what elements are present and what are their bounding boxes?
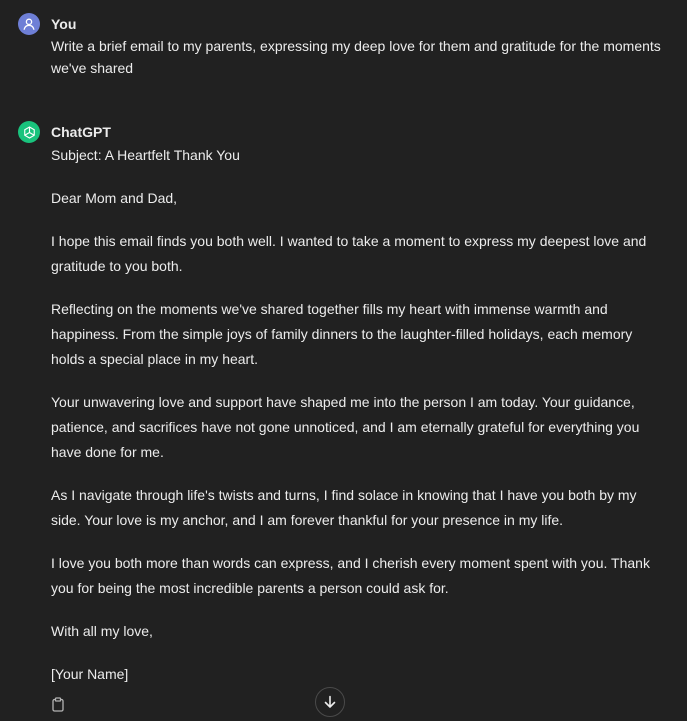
- scroll-to-bottom-button[interactable]: [315, 687, 345, 717]
- user-message-text: Write a brief email to my parents, expressing my deep love for them and gratitude for the moments we've shared: [51, 38, 661, 76]
- arrow-down-icon: [323, 695, 337, 709]
- email-greeting: Dear Mom and Dad,: [51, 190, 178, 206]
- email-closing: With all my love,: [51, 623, 153, 639]
- email-paragraph: As I navigate through life's twists and turns, I find solace in knowing that I have you both by my side. Your love is my anchor, and I am forever thankful for your presence in my life.: [51, 487, 637, 528]
- clipboard-icon: [51, 697, 65, 712]
- copy-button[interactable]: [50, 696, 66, 712]
- email-paragraph: Reflecting on the moments we've shared together fills my heart with immense warmth and happiness. From the simple joys of family dinners to the laughter-filled holidays, each memory holds a special place in my heart.: [51, 301, 633, 367]
- assistant-message-text: [51, 143, 669, 687]
- email-subject: Subject: A Heartfelt Thank You: [51, 147, 240, 163]
- email-paragraph: Your unwavering love and support have shaped me into the person I am today. Your guidance, patience, and sacrifices have not gone unnoticed, and I am eternally grateful for everything you have done for me.: [51, 394, 640, 460]
- person-icon: [22, 17, 36, 31]
- user-author-name: You: [51, 16, 77, 32]
- user-avatar: [18, 13, 40, 35]
- assistant-avatar: [18, 121, 40, 143]
- openai-logo-icon: [22, 125, 37, 140]
- email-paragraph: I hope this email finds you both well. I wanted to take a moment to express my deepest love and gratitude to you both.: [51, 233, 647, 274]
- assistant-author-name: ChatGPT: [51, 124, 111, 140]
- email-paragraph: I love you both more than words can express, and I cherish every moment spent with you. Thank you for being the most incredible parents a person could ask for.: [51, 555, 650, 596]
- email-signature: [Your Name]: [51, 666, 129, 682]
